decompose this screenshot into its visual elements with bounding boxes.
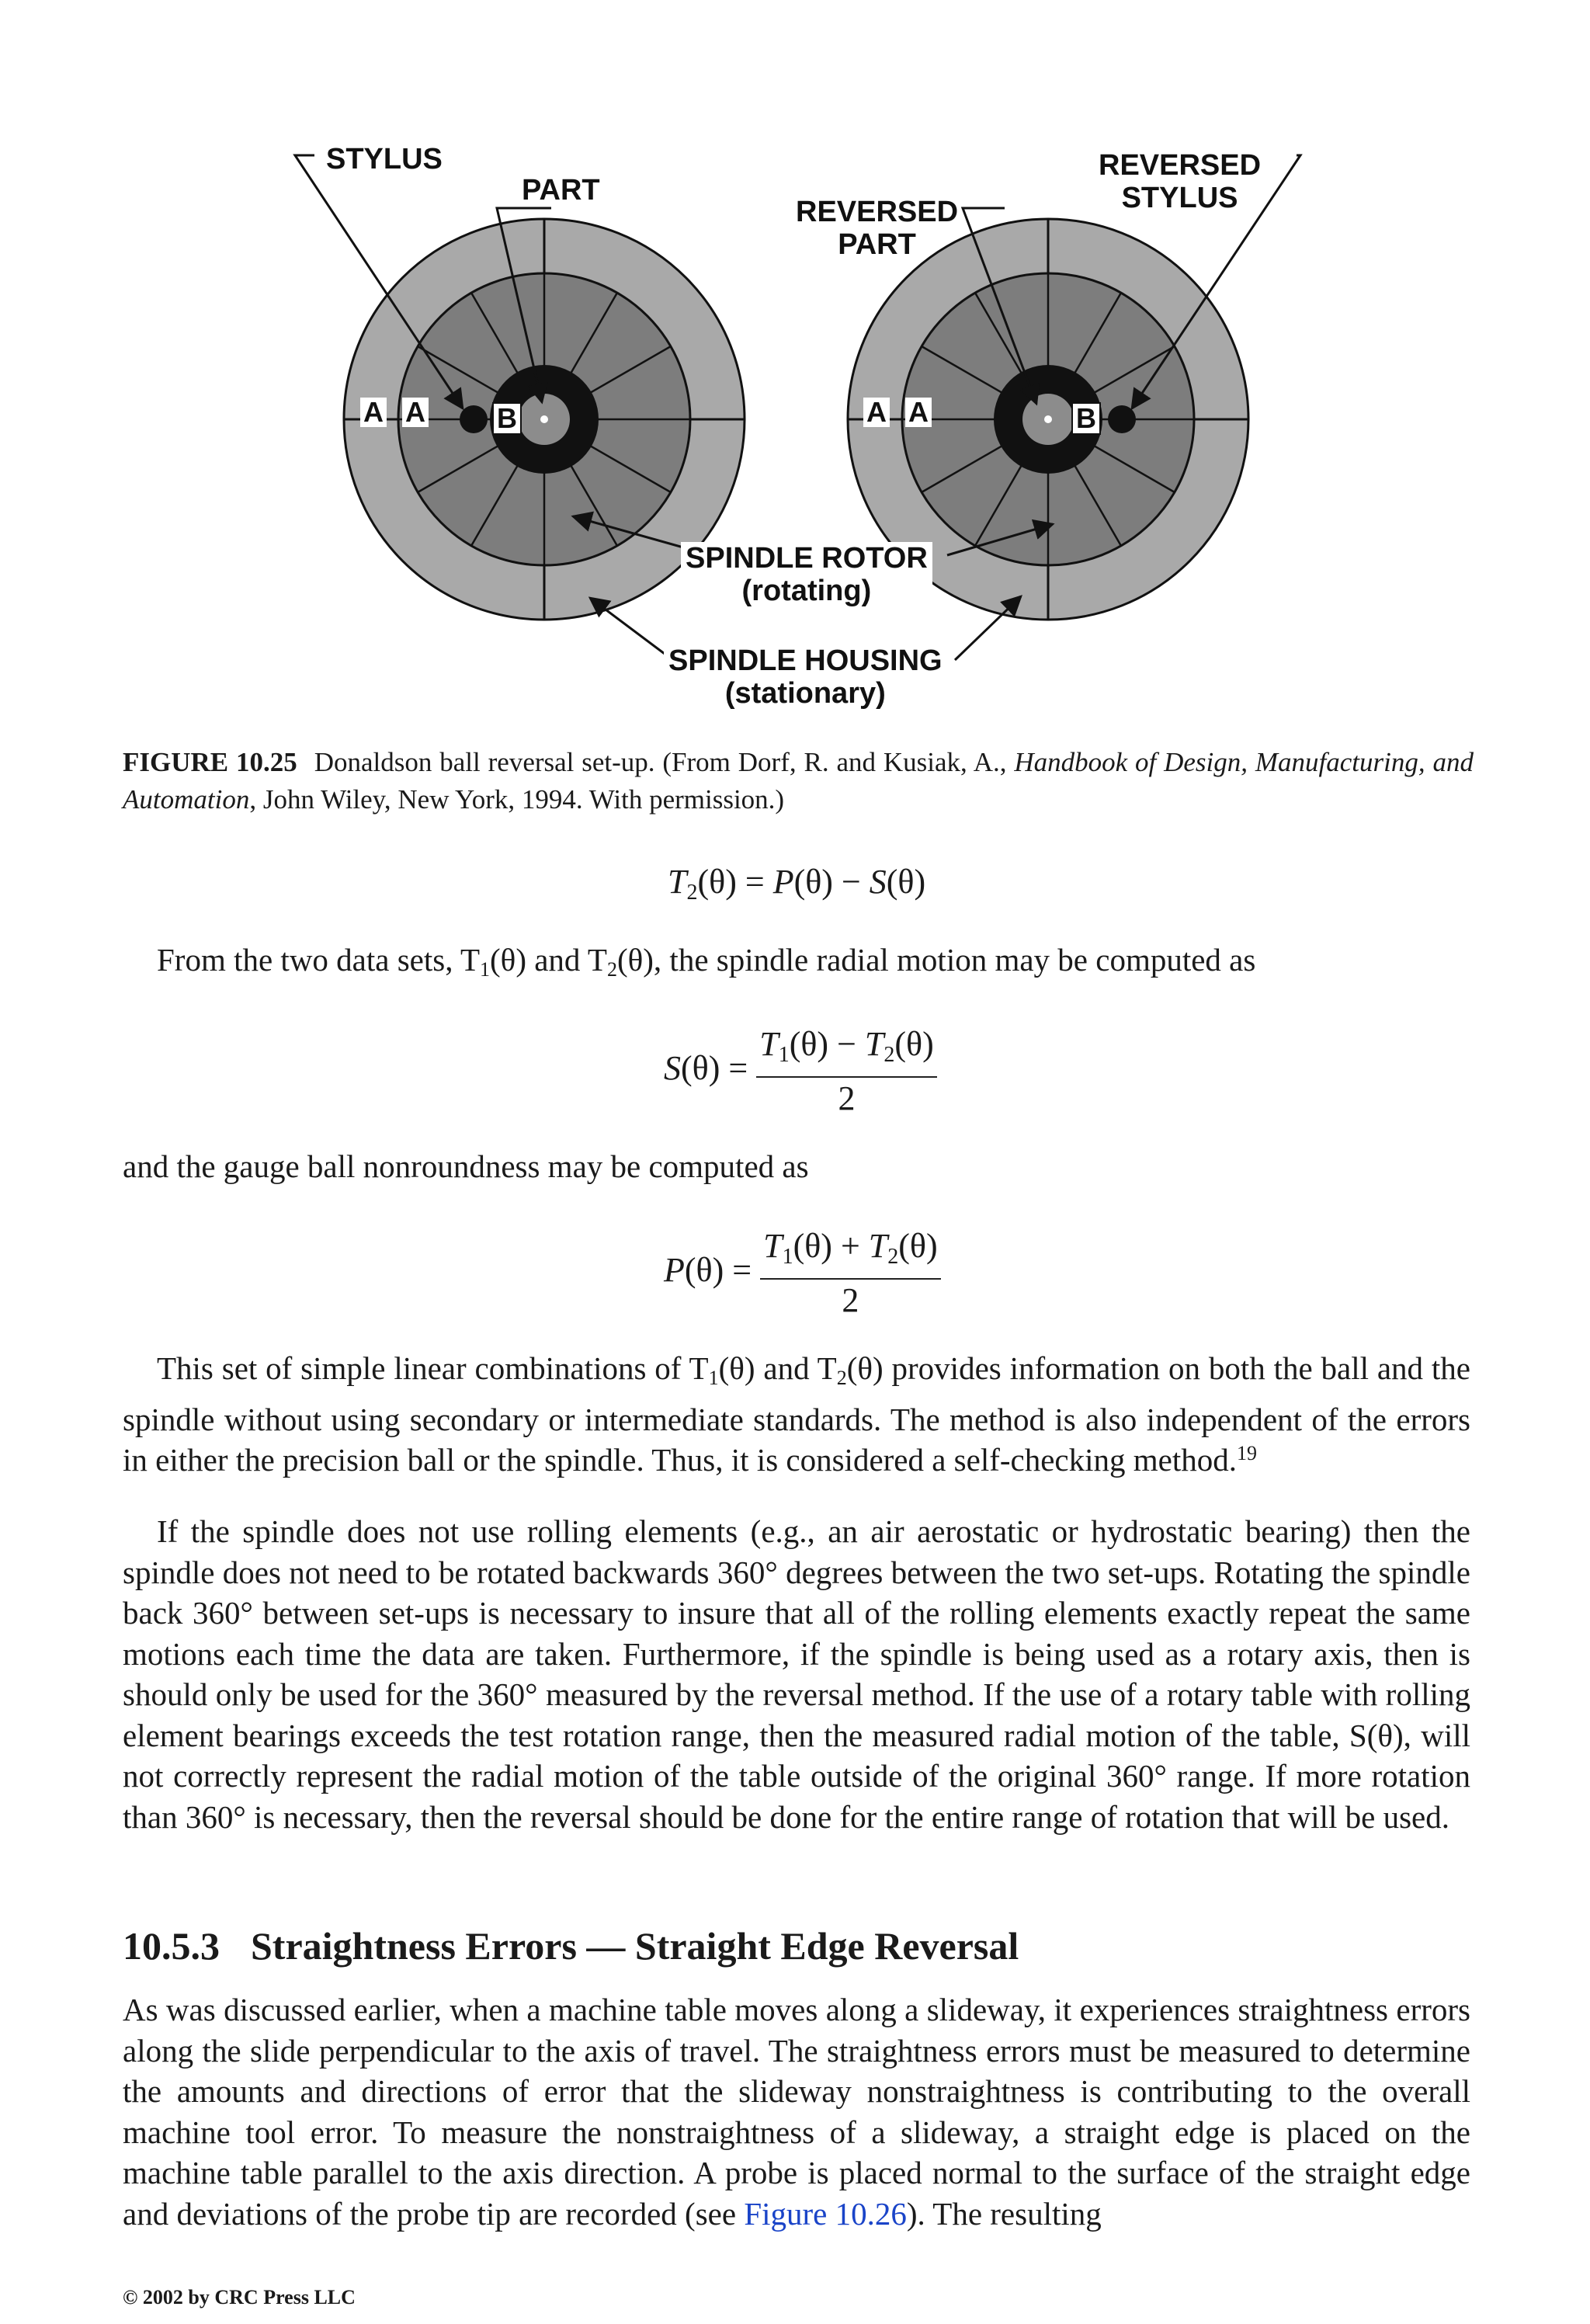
marker-b-left: B — [492, 402, 522, 435]
marker-a-left-2: A — [402, 398, 429, 427]
paragraph-rolling-elements: If the spindle does not use rolling elements (e.g., an air aerostatic or hydrostatic bearing) then the spindle does not need to be rotated backwards 360° degrees between the two set-ups. Rotating the spindle back 360° between set-ups is necessary to insure that all of the rolling elements exactly repeat the same motions each time the data are taken. Furthermore, if the spindle is being used as a rotary axis, then is should only be used for the 360° measured by the reversal method. If the use of a rotary table with rolling element bearings exceeds the test rotation range, then the measured radial motion of the table, S(θ), will not correctly represent the radial motion of the table outside of the original 360° range. If more rotation than 360° is necessary, then the reversal should be done for the entire range of rotation that will be used. — [123, 1513, 1470, 1835]
left-stylus-ball — [460, 405, 488, 433]
paragraph-data-sets: From the two data sets, $T_1(\theta)$ and $T_2(\theta)$, the spindle radial motion may be computed as — [157, 942, 1256, 981]
section-title: Straightness Errors — Straight Edge Reversal — [251, 1924, 1019, 1968]
copyright-footer: © 2002 by CRC Press LLC — [123, 2286, 356, 2308]
paragraph-straightness: As was discussed earlier, when a machine table moves along a slideway, it experiences straightness errors along the slide perpendicular to the axis of travel. The straightness errors must be measured to determine the amounts and directions of error that the slideway nonstraightness is contributing to the overall machine tool error. To measure the nonstraightness of a slideway, a straight edge is placed on the machine table parallel to the axis direction. A probe is placed normal to the surface of the straight edge and deviations of the probe tip are recorded (see Figure 10.26). The resulting — [123, 1992, 1470, 2232]
leader-housing-left — [590, 598, 668, 656]
right-center-dot — [1044, 415, 1052, 423]
label-spindle-housing: SPINDLE HOUSING (stationary) — [664, 644, 947, 710]
section-heading — [123, 1923, 1470, 1969]
marker-a-right-2: A — [905, 398, 932, 427]
equation-p-theta: P(θ) = $\frac{T_1(\theta) + T_2(\theta)}{2}$ — [664, 1225, 941, 1322]
caption-text-end: , John Wiley, New York, 1994. With permission.) — [249, 784, 785, 815]
section-number: 10.5.3 — [123, 1924, 220, 1968]
caption-label: FIGURE 10.25 — [123, 747, 297, 777]
equation-s-theta: S(θ) = $\frac{T_1(\theta) - T_2(\theta)}{2}$ — [664, 1023, 937, 1120]
label-part: PART — [522, 174, 600, 207]
figure-donaldson-ball-reversal — [279, 132, 1335, 722]
caption-text: Donaldson ball reversal set-up. (From Dorf, R. and Kusiak, A., — [314, 747, 1015, 777]
left-center-dot — [540, 415, 548, 423]
caption-book-title: Handbook of Design, Manufacturing, and Automation — [123, 747, 1474, 815]
equation-t2: $T_2(\theta) = P(\theta) - S(\theta)$ — [668, 863, 926, 905]
label-reversed-stylus: REVERSED STYLUS — [1099, 149, 1262, 214]
label-reversed-part: REVERSED PART — [796, 196, 959, 261]
figure-10-26-link[interactable]: Figure 10.26 — [744, 2195, 907, 2232]
label-spindle-rotor: SPINDLE ROTOR (rotating) — [681, 542, 932, 607]
figure-caption — [123, 744, 1474, 818]
paragraph-linear-combinations: This set of simple linear combinations of $T_1(\theta)$ and $T_2(\theta)$ provides information on both the ball and the spindle without using secondary or intermediate standards. The method is also independent of the errors in either the precision ball or the spindle. Thus, it is considered a self-checking method.$^{19}$ — [123, 1350, 1470, 1478]
marker-a-right-1: A — [863, 398, 890, 427]
right-stylus-ball — [1108, 405, 1136, 433]
marker-b-right: B — [1071, 402, 1101, 435]
paragraph-nonroundness: and the gauge ball nonroundness may be computed as — [123, 1148, 809, 1184]
marker-a-left-1: A — [360, 398, 387, 427]
label-stylus: STYLUS — [326, 143, 443, 175]
